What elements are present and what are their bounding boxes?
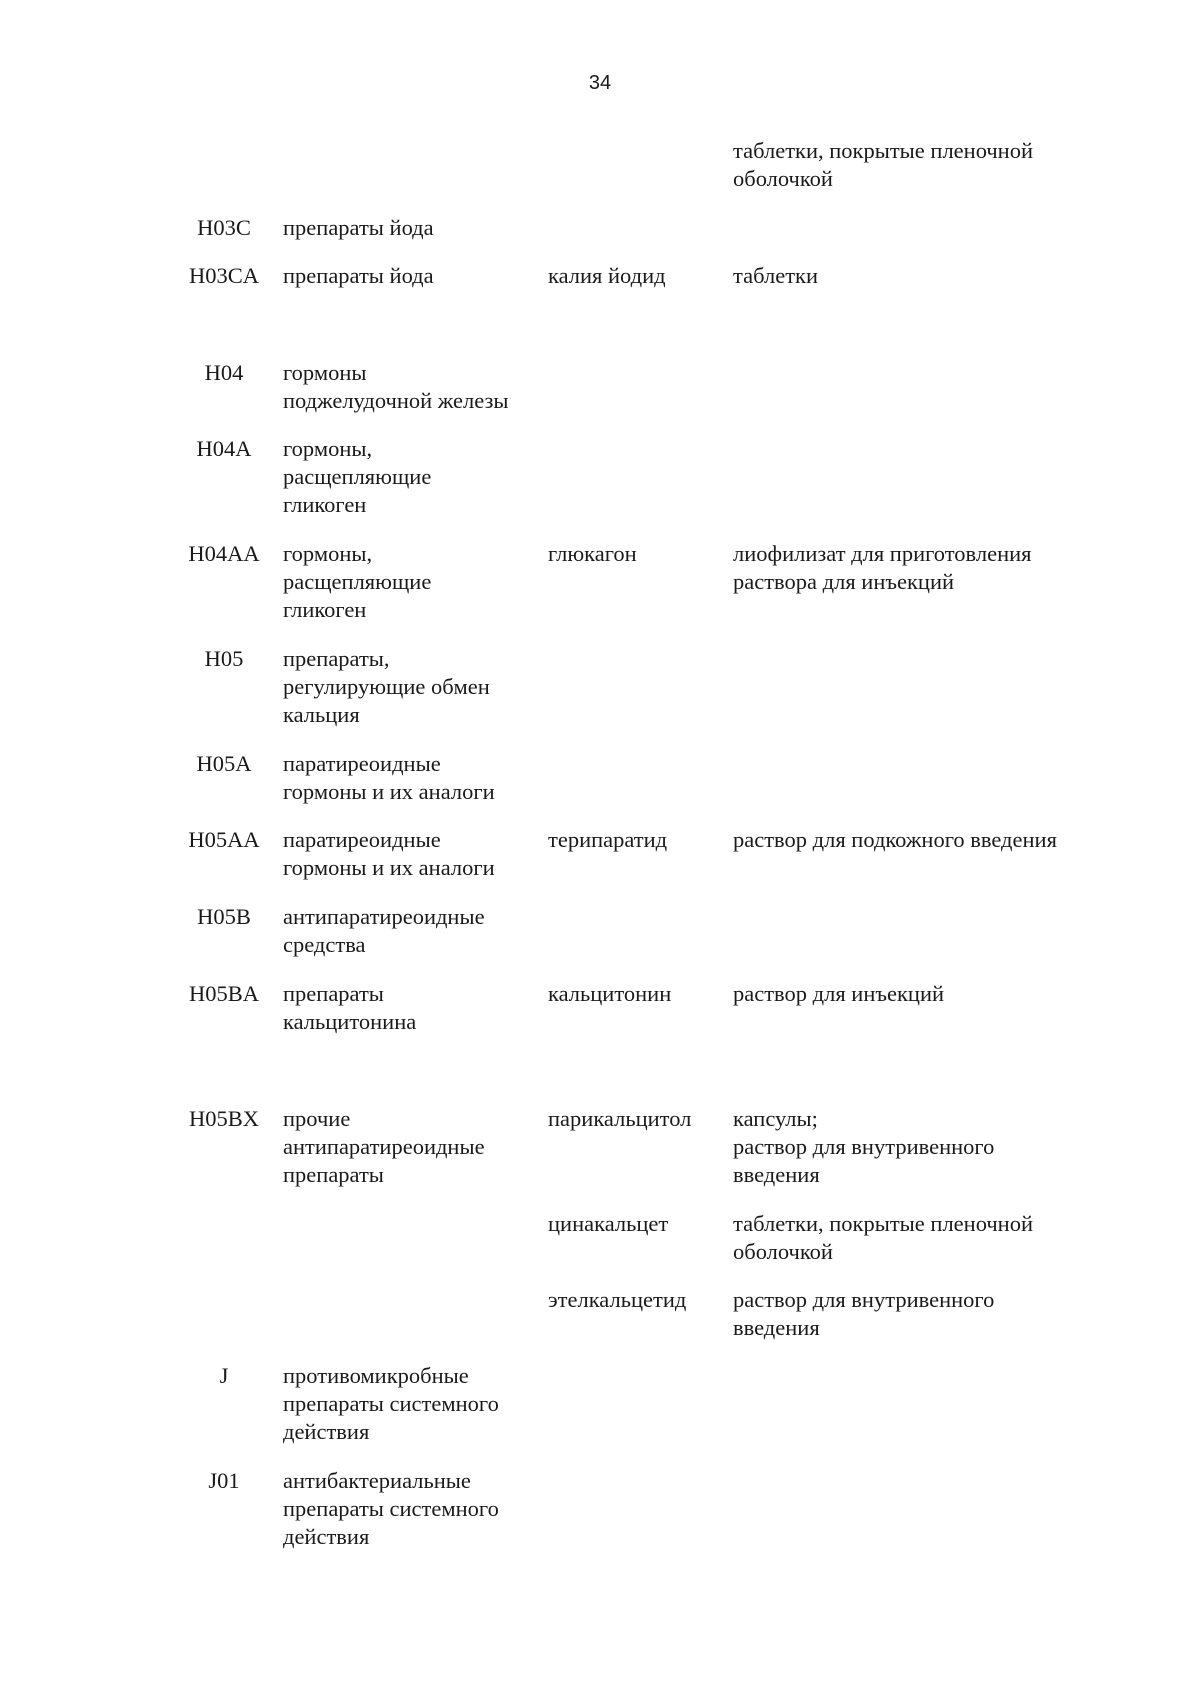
row-13-forms: раствор для внутривенного введения bbox=[733, 1287, 995, 1340]
row-8-forms: раствор для подкожного введения bbox=[733, 827, 1057, 852]
row-3-description: гормоны поджелудочной железы bbox=[283, 360, 509, 413]
row-11-code: H05BX bbox=[188, 1106, 259, 1131]
row-4-code: H04A bbox=[196, 436, 252, 461]
row-8-description: паратиреоидные гормоны и их аналоги bbox=[283, 827, 495, 880]
row-6-code: H05 bbox=[204, 646, 244, 671]
page-number: 34 bbox=[588, 72, 612, 94]
row-13-inn: этелкальцетид bbox=[548, 1287, 687, 1312]
row-10-code: H05BA bbox=[188, 981, 259, 1006]
row-10-inn: кальцитонин bbox=[548, 981, 672, 1006]
row-2-inn: калия йодид bbox=[548, 263, 666, 288]
row-5-forms: лиофилизат для приготовления раствора для инъекций bbox=[733, 541, 1032, 594]
row-5-inn: глюкагон bbox=[548, 541, 637, 566]
row-8-inn: терипаратид bbox=[548, 827, 668, 852]
row-2-code: H03CA bbox=[188, 263, 259, 288]
row-7-code: H05A bbox=[196, 751, 252, 776]
row-12-forms: таблетки, покрытые пленочной оболочкой bbox=[733, 1211, 1034, 1264]
row-2-description: препараты йода bbox=[283, 263, 434, 288]
row-5-description: гормоны, расщепляющие гликоген bbox=[283, 541, 432, 622]
row-11-description: прочие антипаратиреоидные препараты bbox=[283, 1106, 485, 1187]
row-11-forms: капсулы; раствор для внутривенного введения bbox=[733, 1106, 995, 1187]
row-9-code: H05B bbox=[197, 904, 251, 929]
row-2-forms: таблетки bbox=[733, 263, 819, 288]
row-11-inn: парикальцитол bbox=[548, 1106, 692, 1131]
row-4-description: гормоны, расщепляющие гликоген bbox=[283, 436, 432, 517]
row-15-description: антибактериальные препараты системного действия bbox=[283, 1468, 499, 1549]
row-10-description: препараты кальцитонина bbox=[283, 981, 417, 1034]
row-9-description: антипаратиреоидные средства bbox=[283, 904, 485, 957]
row-0-forms: таблетки, покрытые пленочной оболочкой bbox=[733, 138, 1034, 191]
row-8-code: H05AA bbox=[188, 827, 260, 852]
row-14-code: J bbox=[219, 1363, 229, 1388]
row-1-code: H03C bbox=[197, 215, 251, 240]
row-14-description: противомикробные препараты системного действия bbox=[283, 1363, 499, 1444]
row-10-forms: раствор для инъекций bbox=[733, 981, 945, 1006]
row-6-description: препараты, регулирующие обмен кальция bbox=[283, 646, 490, 727]
row-1-description: препараты йода bbox=[283, 215, 434, 240]
row-3-code: H04 bbox=[204, 360, 244, 385]
row-5-code: H04AA bbox=[188, 541, 260, 566]
row-7-description: паратиреоидные гормоны и их аналоги bbox=[283, 751, 495, 804]
row-12-inn: цинакальцет bbox=[548, 1211, 669, 1236]
row-15-code: J01 bbox=[208, 1468, 240, 1493]
